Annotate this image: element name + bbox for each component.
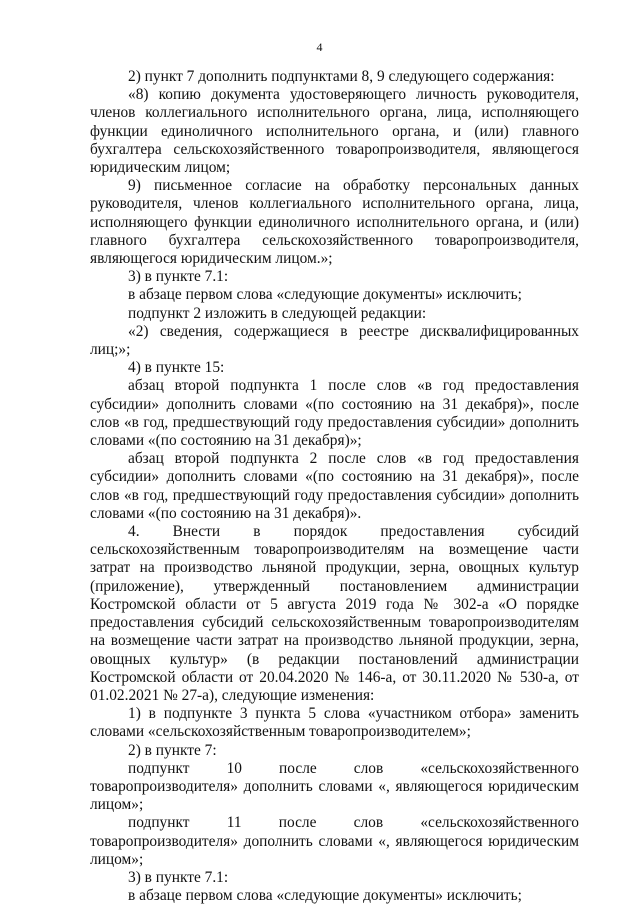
page-number: 4 xyxy=(316,40,323,54)
paragraph: подпункт 2 изложить в следующей редакции: xyxy=(128,304,427,322)
paragraph: в абзаце первом слова «следующие документы» исключить; xyxy=(128,887,522,905)
paragraph: абзац второй подпункта 1 после слов «в год предоставления субсидии» дополнить словами «(по состоянию на 31 декабря)», после слов «в год, предшествующий году предоставления субсидии» дополнить словами «(по состоянию на 31 декабря)»; xyxy=(90,377,579,450)
paragraph: подпункт 10 после слов «сельскохозяйственного товаропроизводителя» дополнить словами «, являющегося юридическим лицом»; xyxy=(90,759,579,814)
paragraph: подпункт 11 после слов «сельскохозяйственного товаропроизводителя» дополнить словами «, являющегося юридическим лицом»; xyxy=(90,814,579,868)
paragraph: 4. Внести в порядок предоставления субсидий сельскохозяйственным товаропроизводителям на возмещение части затрат на производство льняной продукции, зерна, овощных культур (приложение), утвержденный постановлением администрации Костромской области от 5 августа 2019 года № 302-а «О порядке предоставления субсидий сельскохозяйственным товаропроизводителям на возмещение части затрат на производство льняной продукции, зерна, овощных культур» (в редакции постановлений администрации Костромской области от 20.04.2020 № 146-а, от 30.11.2020 № 530-а, от 01.02.2021 № 27-а), следующие изменения: xyxy=(90,523,579,704)
paragraph: 2) в пункте 7: xyxy=(128,741,217,759)
paragraph: 2) пункт 7 дополнить подпунктами 8, 9 следующего содержания: xyxy=(128,68,555,85)
paragraph: 4) в пункте 15: xyxy=(128,359,225,377)
paragraph: «2) сведения, содержащиеся в реестре дисквалифицированных лиц;»; xyxy=(90,322,579,359)
paragraph: 3) в пункте 7.1: xyxy=(128,268,229,286)
paragraph: в абзаце первом слова «следующие документы» исключить; xyxy=(128,286,522,304)
paragraph: абзац второй подпункта 2 после слов «в год предоставления субсидии» дополнить словами «(по состоянию на 31 декабря)», после слов «в год, предшествующий году предоставления субсидии» дополнить словами «(по состоянию на 31 декабря)». xyxy=(90,450,579,522)
paragraph: 9) письменное согласие на обработку персональных данных руководителя, членов коллегиального исполнительного органа, лица, исполняющего функции единоличного исполнительного органа, и (или) главного бухгалтера сельскохозяйственного товаропроизводителя, являющегося юридическим лицом.»; xyxy=(90,177,579,268)
document-body xyxy=(90,68,579,905)
paragraph: 1) в подпункте 3 пункта 5 слова «участником отбора» заменить словами «сельскохозяйственным товаропроизводителем»; xyxy=(90,705,579,741)
paragraph: «8) копию документа удостоверяющего личность руководителя, членов коллегиального исполнительного органа, лица, исполняющего функции единоличного исполнительного органа, и (или) главного бухгалтера сельскохозяйственного товаропроизводителя, являющегося юридическим лицом; xyxy=(90,86,579,177)
paragraph: 3) в пункте 7.1: xyxy=(128,868,229,886)
